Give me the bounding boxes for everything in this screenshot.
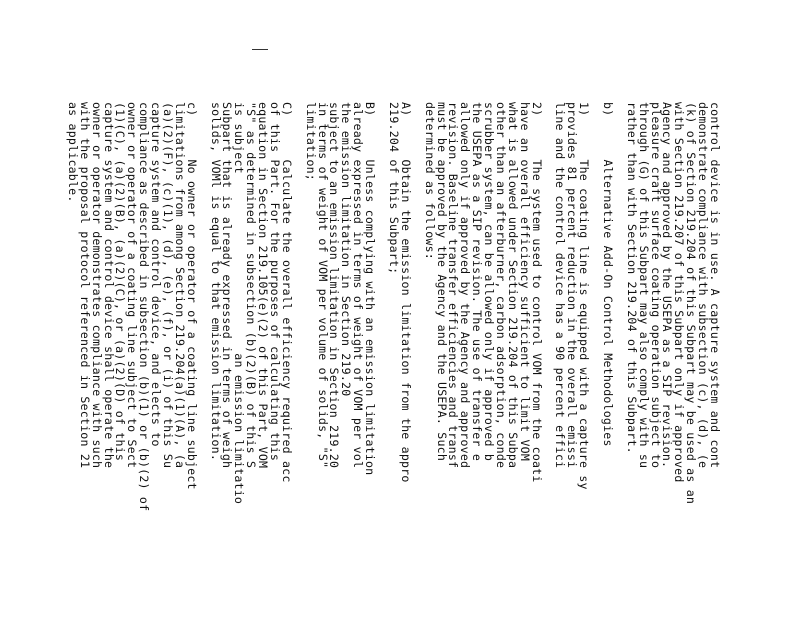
text-line: already expressed in terms of weight of VOM per vol [351,102,366,469]
text-line: compliance as described in subsection (b)(1) or (b)(2) of [137,102,152,512]
scan-mark [252,49,268,50]
text-line: (k) of Section 219.204 of this Subpart may be used as an [684,102,699,505]
text-line: control device is in use. A capture system and cont [708,102,722,469]
text-line: "S" as determined in subsection (b)(2)(B) of this S [244,102,259,469]
text-line: pleasure craft surface coating operation subject to [648,102,663,469]
text-line: provides 81 percent reduction in the overall emissi [565,102,580,469]
text-line: equation in Section 219.105(e)(2) of this Part, VOM [256,102,271,469]
text-line: line and the control device has a 90 percent effici [553,102,568,469]
text-line: the USEPA as a SIP revision. The use of transfer e [470,102,485,462]
text-line: revision. Baseline transfer efficiencies and transf [446,102,461,469]
text-line: with the proposal protocol referenced in Section 21 [77,102,92,469]
text-line: must be approved by the Agency and the USEPA. Such [434,102,449,462]
text-line: C) Calculate the overall efficiency required acc [279,102,294,483]
text-line: through (G) of this Subpart may also comply with su [636,102,651,469]
text-line: limitation; [303,102,318,181]
text-line: capture system and control device shall operate the [101,102,116,469]
text-line: Subpart that is already expressed in terms of weigh [220,102,235,469]
text-line: the emission limitation in Section 219.20 [339,102,354,397]
rotated-text-block [66,102,720,618]
text-line: as applicable. [65,102,80,203]
text-line: (a)(2)(F), (c)(1), (d), (e), (f), or (i) of this Su [161,102,176,469]
text-line: have an overall efficiency sufficient to limit VOM [517,102,532,462]
text-line: subject to an emission limitation in Section 219.20 [327,102,342,469]
text-line: A) Obtain the emission limitation from the appro [398,102,413,483]
text-line: other than an afterburner, carbon adsorption, conde [493,102,508,469]
text-line: in terms of weight of VOM per volume of solids, "S" [315,102,330,469]
text-line: demonstrate compliance with subsection (c), (d), (e [696,102,711,469]
text-line: scrubber system, can be allowed only if approved b [482,102,497,462]
text-line: what is allowed under Section 219.204 of this Subpa [505,102,520,469]
text-line: capture system and control device, and elects to [149,102,164,454]
text-line: owner or operator demonstrates compliance with such [89,102,104,469]
text-line: (1)(C), (a)(2)(B), (a)(2)(C), or (a)(2)(D) of this [113,102,128,462]
text-line: limitations from among Section 219.204(a)(1)(A), (a [172,102,187,469]
text-line: Agency and approved by the USEPA as a SIP revision. [660,102,675,469]
text-line: owner or operator of a coating line subject to Sect [125,102,140,469]
text-line: allowed only if approved by the Agency and approved [458,102,473,469]
text-line: 2) The system used to control VOM from the coati [529,102,544,483]
text-line: is subject an emission limitatio [232,102,247,505]
text-line: solids, VOMl is equal to that emission limitation. [208,102,223,462]
text-line: of this Part. For the purposes of calculating this [268,102,283,462]
text-line: 219.204 of this Subpart; [386,102,401,275]
text-line: 1) The coating line is equipped with a capture sy [577,102,592,490]
text-line: B) Unless complying with an emission limitation [363,102,378,476]
text-line: b) Alternative Add-On Control Methodologies [600,102,615,447]
text-line: c) No owner or operator of a coating line subject [184,102,199,490]
text-line: with Section 219.207 of this Subpart only if approved [672,102,687,483]
text-line: determined as follows: [422,102,437,260]
text-line: rather than with Section 219.204 of this Subpart. [624,102,639,454]
